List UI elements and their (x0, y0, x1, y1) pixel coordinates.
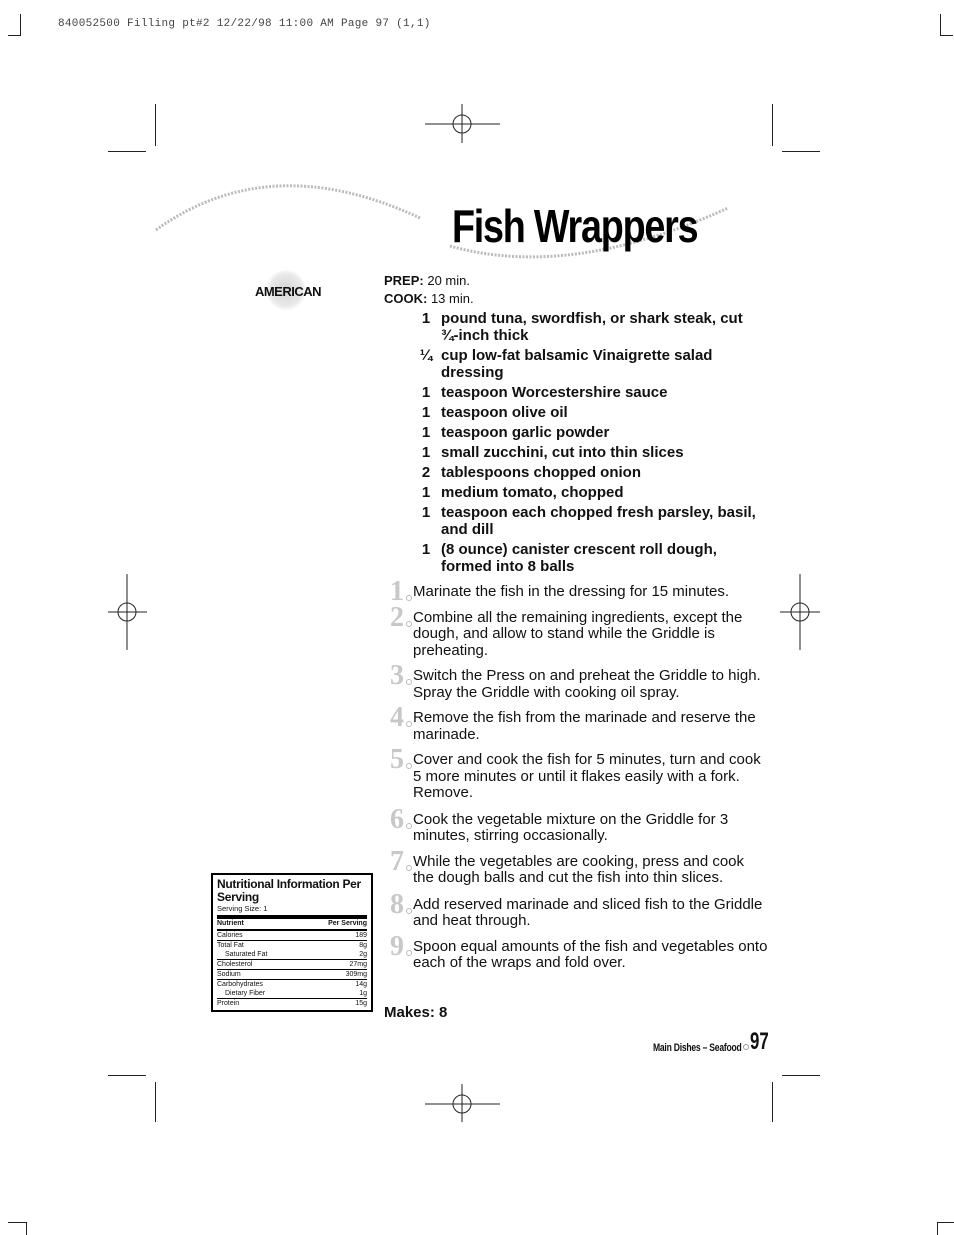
step-item: 3 Switch the Press on and preheat the Griddle to high. Spray the Griddle with cooking oil spray. (390, 660, 761, 701)
nutrition-row: Carbohydrates 14g (217, 981, 367, 988)
nutrition-row: Total Fat 8g (217, 942, 367, 949)
nutrition-row: Calories 189 (217, 932, 367, 939)
nutrition-facts-panel (211, 873, 373, 1012)
ingredient-item: ¼ cup low-fat balsamic Vinaigrette salad dressing (419, 347, 713, 381)
print-slug: 840052500 Filling pt#2 12/22/98 11:00 AM Page 97 (1,1) (58, 18, 431, 30)
cook-time: COOK: 13 min. (384, 291, 474, 306)
ingredient-item: 1 teaspoon Worcestershire sauce (421, 384, 668, 401)
nutrition-row: Protein 15g (217, 1000, 367, 1007)
ingredient-item: 1 teaspoon each chopped fresh parsley, basil, and dill (421, 504, 756, 538)
prep-time: PREP: 20 min. (384, 273, 470, 288)
step-number: 2 (390, 601, 404, 633)
step-item: 9 Spoon equal amounts of the fish and vegetables onto each of the wraps and fold over. (390, 930, 768, 971)
ingredient-list (416, 310, 756, 578)
ingredient-item: 1 teaspoon olive oil (421, 404, 568, 421)
step-number: 6 (390, 803, 404, 835)
step-item: 8 Add reserved marinade and sliced fish to the Griddle and heat through. (390, 888, 763, 929)
step-item: 5 Cover and cook the fish for 5 minutes, turn and cook 5 more minutes or until it flakes easily with a fork. Remove. (390, 744, 761, 801)
step-item: 6 Cook the vegetable mixture on the Griddle for 3 minutes, stirring occasionally. (390, 803, 729, 844)
ingredient-item: 2 tablespoons chopped onion (421, 464, 641, 481)
step-number: 3 (390, 660, 404, 691)
page-footer (628, 1028, 776, 1056)
ingredient-item: 1 teaspoon garlic powder (421, 424, 610, 441)
page-number: 97 (749, 1028, 769, 1055)
nutrition-row: Dietary Fiber 1g (225, 990, 367, 997)
section-name: Main Dishes – Seafood (652, 1042, 742, 1054)
step-number: 4 (390, 702, 404, 733)
step-number: 9 (390, 930, 404, 962)
ingredient-item: 1 small zucchini, cut into thin slices (421, 444, 684, 461)
step-item: 7 While the vegetables are cooking, press and cook the dough balls and cut the fish into thin slices. (390, 845, 745, 886)
step-item: 2 Combine all the remaining ingredients, except the dough, and allow to stand while the Griddle is preheating. (390, 601, 743, 659)
step-item: 4 Remove the fish from the marinade and reserve the marinade. (390, 702, 756, 743)
step-number: 1 (390, 576, 404, 607)
cuisine-badge (240, 270, 336, 310)
step-number: 5 (390, 744, 404, 775)
cuisine-label: AMERICAN (254, 284, 322, 299)
nutrition-group (217, 980, 367, 999)
bullet-icon (743, 1044, 749, 1050)
ingredient-item: 1 (8 ounce) canister crescent roll dough, formed into 8 balls (421, 541, 717, 575)
ingredient-item: 1 medium tomato, chopped (421, 484, 624, 501)
nutrition-row: Saturated Fat 2g (225, 951, 367, 958)
step-number: 8 (390, 888, 404, 920)
ingredient-item: 1 pound tuna, swordfish, or shark steak, cut ¾-inch thick (421, 310, 743, 344)
recipe-title: Fish Wrappers (452, 200, 698, 252)
yield: Makes: 8 (384, 1004, 448, 1021)
step-list (388, 576, 768, 972)
step-number: 7 (390, 845, 404, 877)
nutrition-group (217, 941, 367, 960)
nutrition-header-row: Nutrient Per Serving (217, 919, 367, 931)
nutrition-row: Sodium 309mg (217, 971, 367, 978)
step-item: 1 Marinate the fish in the dressing for 15 minutes. (390, 576, 729, 607)
nutrition-title: Nutritional Information Per Serving (217, 877, 361, 904)
serving-size: Serving Size: 1 (217, 905, 367, 919)
nutrition-row: Cholesterol 27mg (217, 961, 367, 968)
